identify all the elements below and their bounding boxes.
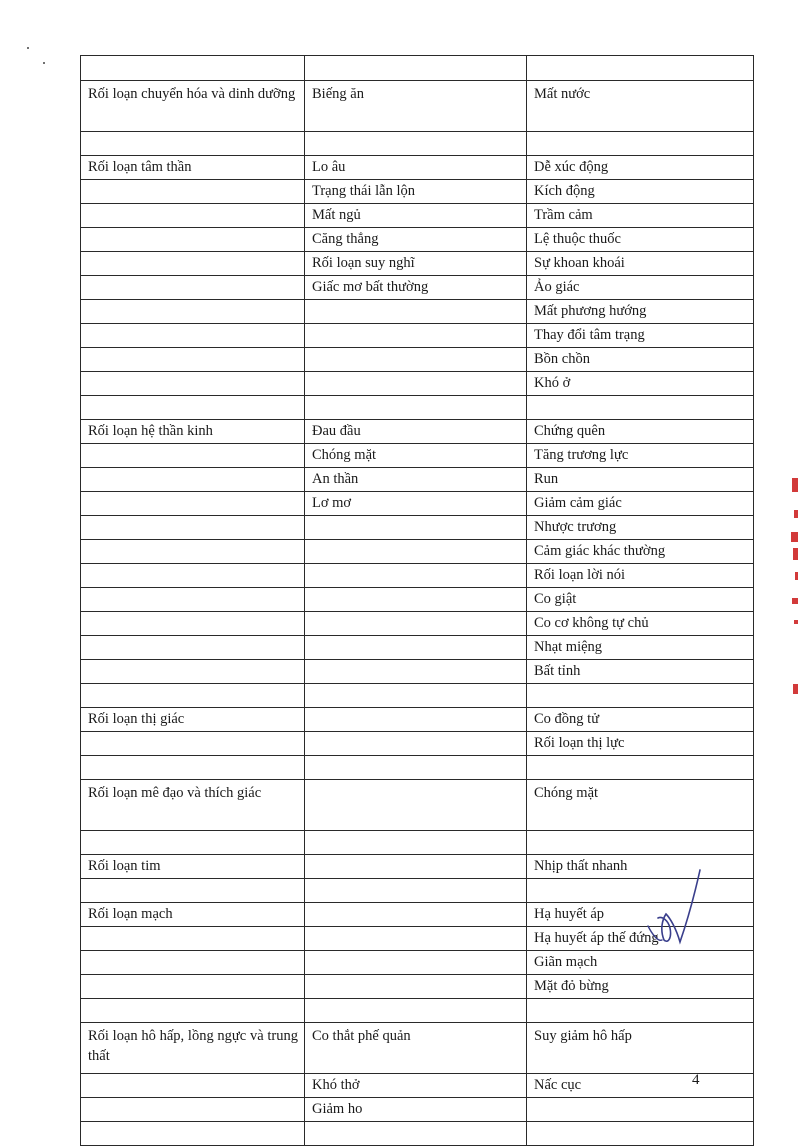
table-row — [81, 684, 754, 708]
system-organ-class-cell — [81, 927, 305, 951]
common-effect-cell: Khó thở — [305, 1074, 527, 1098]
uncommon-effect-cell — [527, 684, 754, 708]
common-effect-cell: Mất ngủ — [305, 204, 527, 228]
common-effect-cell: Giảm ho — [305, 1098, 527, 1122]
table-row — [81, 1074, 754, 1098]
common-effect-cell — [305, 540, 527, 564]
common-effect-cell — [305, 708, 527, 732]
common-effect-cell — [305, 903, 527, 927]
uncommon-effect-cell — [527, 999, 754, 1023]
uncommon-effect-cell: Nhược trương — [527, 516, 754, 540]
table-row — [81, 951, 754, 975]
red-stamp-edge — [782, 470, 799, 700]
system-organ-class-cell — [81, 831, 305, 855]
system-organ-class-cell — [81, 879, 305, 903]
uncommon-effect-cell: Nấc cục — [527, 1074, 754, 1098]
system-organ-class-cell — [81, 999, 305, 1023]
scan-speck — [27, 47, 29, 49]
table-row — [81, 975, 754, 999]
table-row — [81, 756, 754, 780]
common-effect-cell: Chóng mặt — [305, 444, 527, 468]
uncommon-effect-cell: Dễ xúc động — [527, 156, 754, 180]
table-row — [81, 81, 754, 132]
table-row — [81, 1098, 754, 1122]
system-organ-class-cell — [81, 1122, 305, 1146]
common-effect-cell: Rối loạn suy nghĩ — [305, 252, 527, 276]
uncommon-effect-cell: Mất nước — [527, 81, 754, 132]
common-effect-cell: Co thắt phế quản — [305, 1023, 527, 1074]
common-effect-cell — [305, 951, 527, 975]
uncommon-effect-cell: Co giật — [527, 588, 754, 612]
table-row — [81, 56, 754, 81]
uncommon-effect-cell: Rối loạn lời nói — [527, 564, 754, 588]
table-row — [81, 396, 754, 420]
table-row — [81, 780, 754, 831]
common-effect-cell — [305, 516, 527, 540]
system-organ-class-cell — [81, 636, 305, 660]
system-organ-class-cell: Rối loạn chuyển hóa và dinh dưỡng — [81, 81, 305, 132]
table-row — [81, 252, 754, 276]
uncommon-effect-cell: Mặt đỏ bừng — [527, 975, 754, 999]
common-effect-cell — [305, 588, 527, 612]
uncommon-effect-cell: Nhạt miệng — [527, 636, 754, 660]
common-effect-cell: Lơ mơ — [305, 492, 527, 516]
uncommon-effect-cell — [527, 1122, 754, 1146]
common-effect-cell — [305, 612, 527, 636]
table-row — [81, 420, 754, 444]
table-row — [81, 180, 754, 204]
uncommon-effect-cell: Thay đổi tâm trạng — [527, 324, 754, 348]
table-row — [81, 204, 754, 228]
table-row — [81, 660, 754, 684]
common-effect-cell — [305, 855, 527, 879]
system-organ-class-cell — [81, 228, 305, 252]
system-organ-class-cell — [81, 732, 305, 756]
table-row — [81, 540, 754, 564]
table-row — [81, 732, 754, 756]
table-row — [81, 516, 754, 540]
common-effect-cell — [305, 975, 527, 999]
table-row — [81, 156, 754, 180]
common-effect-cell: Biếng ăn — [305, 81, 527, 132]
table-row — [81, 324, 754, 348]
system-organ-class-cell: Rối loạn hô hấp, lồng ngực và trung thất — [81, 1023, 305, 1074]
common-effect-cell — [305, 56, 527, 81]
system-organ-class-cell: Rối loạn mê đạo và thích giác — [81, 780, 305, 831]
system-organ-class-cell — [81, 516, 305, 540]
system-organ-class-cell — [81, 684, 305, 708]
table-row — [81, 492, 754, 516]
uncommon-effect-cell: Chứng quên — [527, 420, 754, 444]
uncommon-effect-cell: Hạ huyết áp — [527, 903, 754, 927]
uncommon-effect-cell — [527, 396, 754, 420]
system-organ-class-cell — [81, 56, 305, 81]
adverse-effects-table — [80, 55, 754, 1146]
common-effect-cell — [305, 300, 527, 324]
system-organ-class-cell — [81, 396, 305, 420]
system-organ-class-cell — [81, 612, 305, 636]
common-effect-cell — [305, 927, 527, 951]
uncommon-effect-cell: Cảm giác khác thường — [527, 540, 754, 564]
system-organ-class-cell — [81, 564, 305, 588]
table-row — [81, 999, 754, 1023]
common-effect-cell: Căng thẳng — [305, 228, 527, 252]
uncommon-effect-cell: Khó ở — [527, 372, 754, 396]
uncommon-effect-cell: Hạ huyết áp thế đứng — [527, 927, 754, 951]
system-organ-class-cell — [81, 372, 305, 396]
system-organ-class-cell — [81, 348, 305, 372]
table-row — [81, 348, 754, 372]
system-organ-class-cell — [81, 975, 305, 999]
system-organ-class-cell — [81, 756, 305, 780]
uncommon-effect-cell: Suy giảm hô hấp — [527, 1023, 754, 1074]
common-effect-cell — [305, 396, 527, 420]
system-organ-class-cell — [81, 300, 305, 324]
system-organ-class-cell: Rối loạn tâm thần — [81, 156, 305, 180]
table-row — [81, 708, 754, 732]
common-effect-cell — [305, 999, 527, 1023]
common-effect-cell — [305, 780, 527, 831]
common-effect-cell — [305, 564, 527, 588]
uncommon-effect-cell: Lệ thuộc thuốc — [527, 228, 754, 252]
table-row — [81, 831, 754, 855]
common-effect-cell — [305, 132, 527, 156]
common-effect-cell: Giấc mơ bất thường — [305, 276, 527, 300]
table-row — [81, 612, 754, 636]
table-row — [81, 1023, 754, 1074]
system-organ-class-cell — [81, 492, 305, 516]
uncommon-effect-cell: Co đồng tử — [527, 708, 754, 732]
signature-mark — [630, 868, 710, 950]
system-organ-class-cell — [81, 1098, 305, 1122]
page-number: 4 — [692, 1072, 700, 1088]
uncommon-effect-cell — [527, 56, 754, 81]
common-effect-cell — [305, 324, 527, 348]
system-organ-class-cell: Rối loạn mạch — [81, 903, 305, 927]
common-effect-cell — [305, 684, 527, 708]
system-organ-class-cell — [81, 588, 305, 612]
system-organ-class-cell — [81, 252, 305, 276]
table-row — [81, 468, 754, 492]
uncommon-effect-cell — [527, 132, 754, 156]
system-organ-class-cell — [81, 132, 305, 156]
system-organ-class-cell — [81, 444, 305, 468]
uncommon-effect-cell: Kích động — [527, 180, 754, 204]
system-organ-class-cell — [81, 324, 305, 348]
table-row — [81, 444, 754, 468]
uncommon-effect-cell — [527, 831, 754, 855]
system-organ-class-cell — [81, 951, 305, 975]
table-row — [81, 372, 754, 396]
table-row — [81, 636, 754, 660]
table-row — [81, 228, 754, 252]
table-row — [81, 276, 754, 300]
system-organ-class-cell — [81, 540, 305, 564]
uncommon-effect-cell: Tăng trương lực — [527, 444, 754, 468]
system-organ-class-cell: Rối loạn hệ thần kinh — [81, 420, 305, 444]
uncommon-effect-cell: Mất phương hướng — [527, 300, 754, 324]
table-row — [81, 132, 754, 156]
common-effect-cell — [305, 372, 527, 396]
uncommon-effect-cell: Sự khoan khoái — [527, 252, 754, 276]
uncommon-effect-cell: Run — [527, 468, 754, 492]
uncommon-effect-cell: Co cơ không tự chủ — [527, 612, 754, 636]
table-row — [81, 588, 754, 612]
common-effect-cell — [305, 1122, 527, 1146]
system-organ-class-cell — [81, 180, 305, 204]
uncommon-effect-cell: Giãn mạch — [527, 951, 754, 975]
uncommon-effect-cell: Bồn chồn — [527, 348, 754, 372]
uncommon-effect-cell: Giảm cảm giác — [527, 492, 754, 516]
common-effect-cell — [305, 756, 527, 780]
common-effect-cell — [305, 660, 527, 684]
uncommon-effect-cell: Bất tỉnh — [527, 660, 754, 684]
system-organ-class-cell: Rối loạn thị giác — [81, 708, 305, 732]
system-organ-class-cell — [81, 660, 305, 684]
system-organ-class-cell — [81, 1074, 305, 1098]
common-effect-cell: An thần — [305, 468, 527, 492]
system-organ-class-cell: Rối loạn tim — [81, 855, 305, 879]
table-row — [81, 300, 754, 324]
common-effect-cell — [305, 348, 527, 372]
uncommon-effect-cell: Rối loạn thị lực — [527, 732, 754, 756]
uncommon-effect-cell — [527, 1098, 754, 1122]
table-row — [81, 1122, 754, 1146]
common-effect-cell — [305, 732, 527, 756]
uncommon-effect-cell: Trầm cảm — [527, 204, 754, 228]
uncommon-effect-cell: Ảo giác — [527, 276, 754, 300]
system-organ-class-cell — [81, 204, 305, 228]
common-effect-cell — [305, 831, 527, 855]
uncommon-effect-cell: Nhịp thất nhanh — [527, 855, 754, 879]
common-effect-cell — [305, 879, 527, 903]
uncommon-effect-cell: Chóng mặt — [527, 780, 754, 831]
common-effect-cell: Đau đầu — [305, 420, 527, 444]
common-effect-cell: Lo âu — [305, 156, 527, 180]
table-row — [81, 564, 754, 588]
system-organ-class-cell — [81, 276, 305, 300]
table-body — [81, 56, 754, 1146]
uncommon-effect-cell — [527, 756, 754, 780]
common-effect-cell: Trạng thái lẫn lộn — [305, 180, 527, 204]
common-effect-cell — [305, 636, 527, 660]
system-organ-class-cell — [81, 468, 305, 492]
scan-speck — [43, 62, 45, 64]
